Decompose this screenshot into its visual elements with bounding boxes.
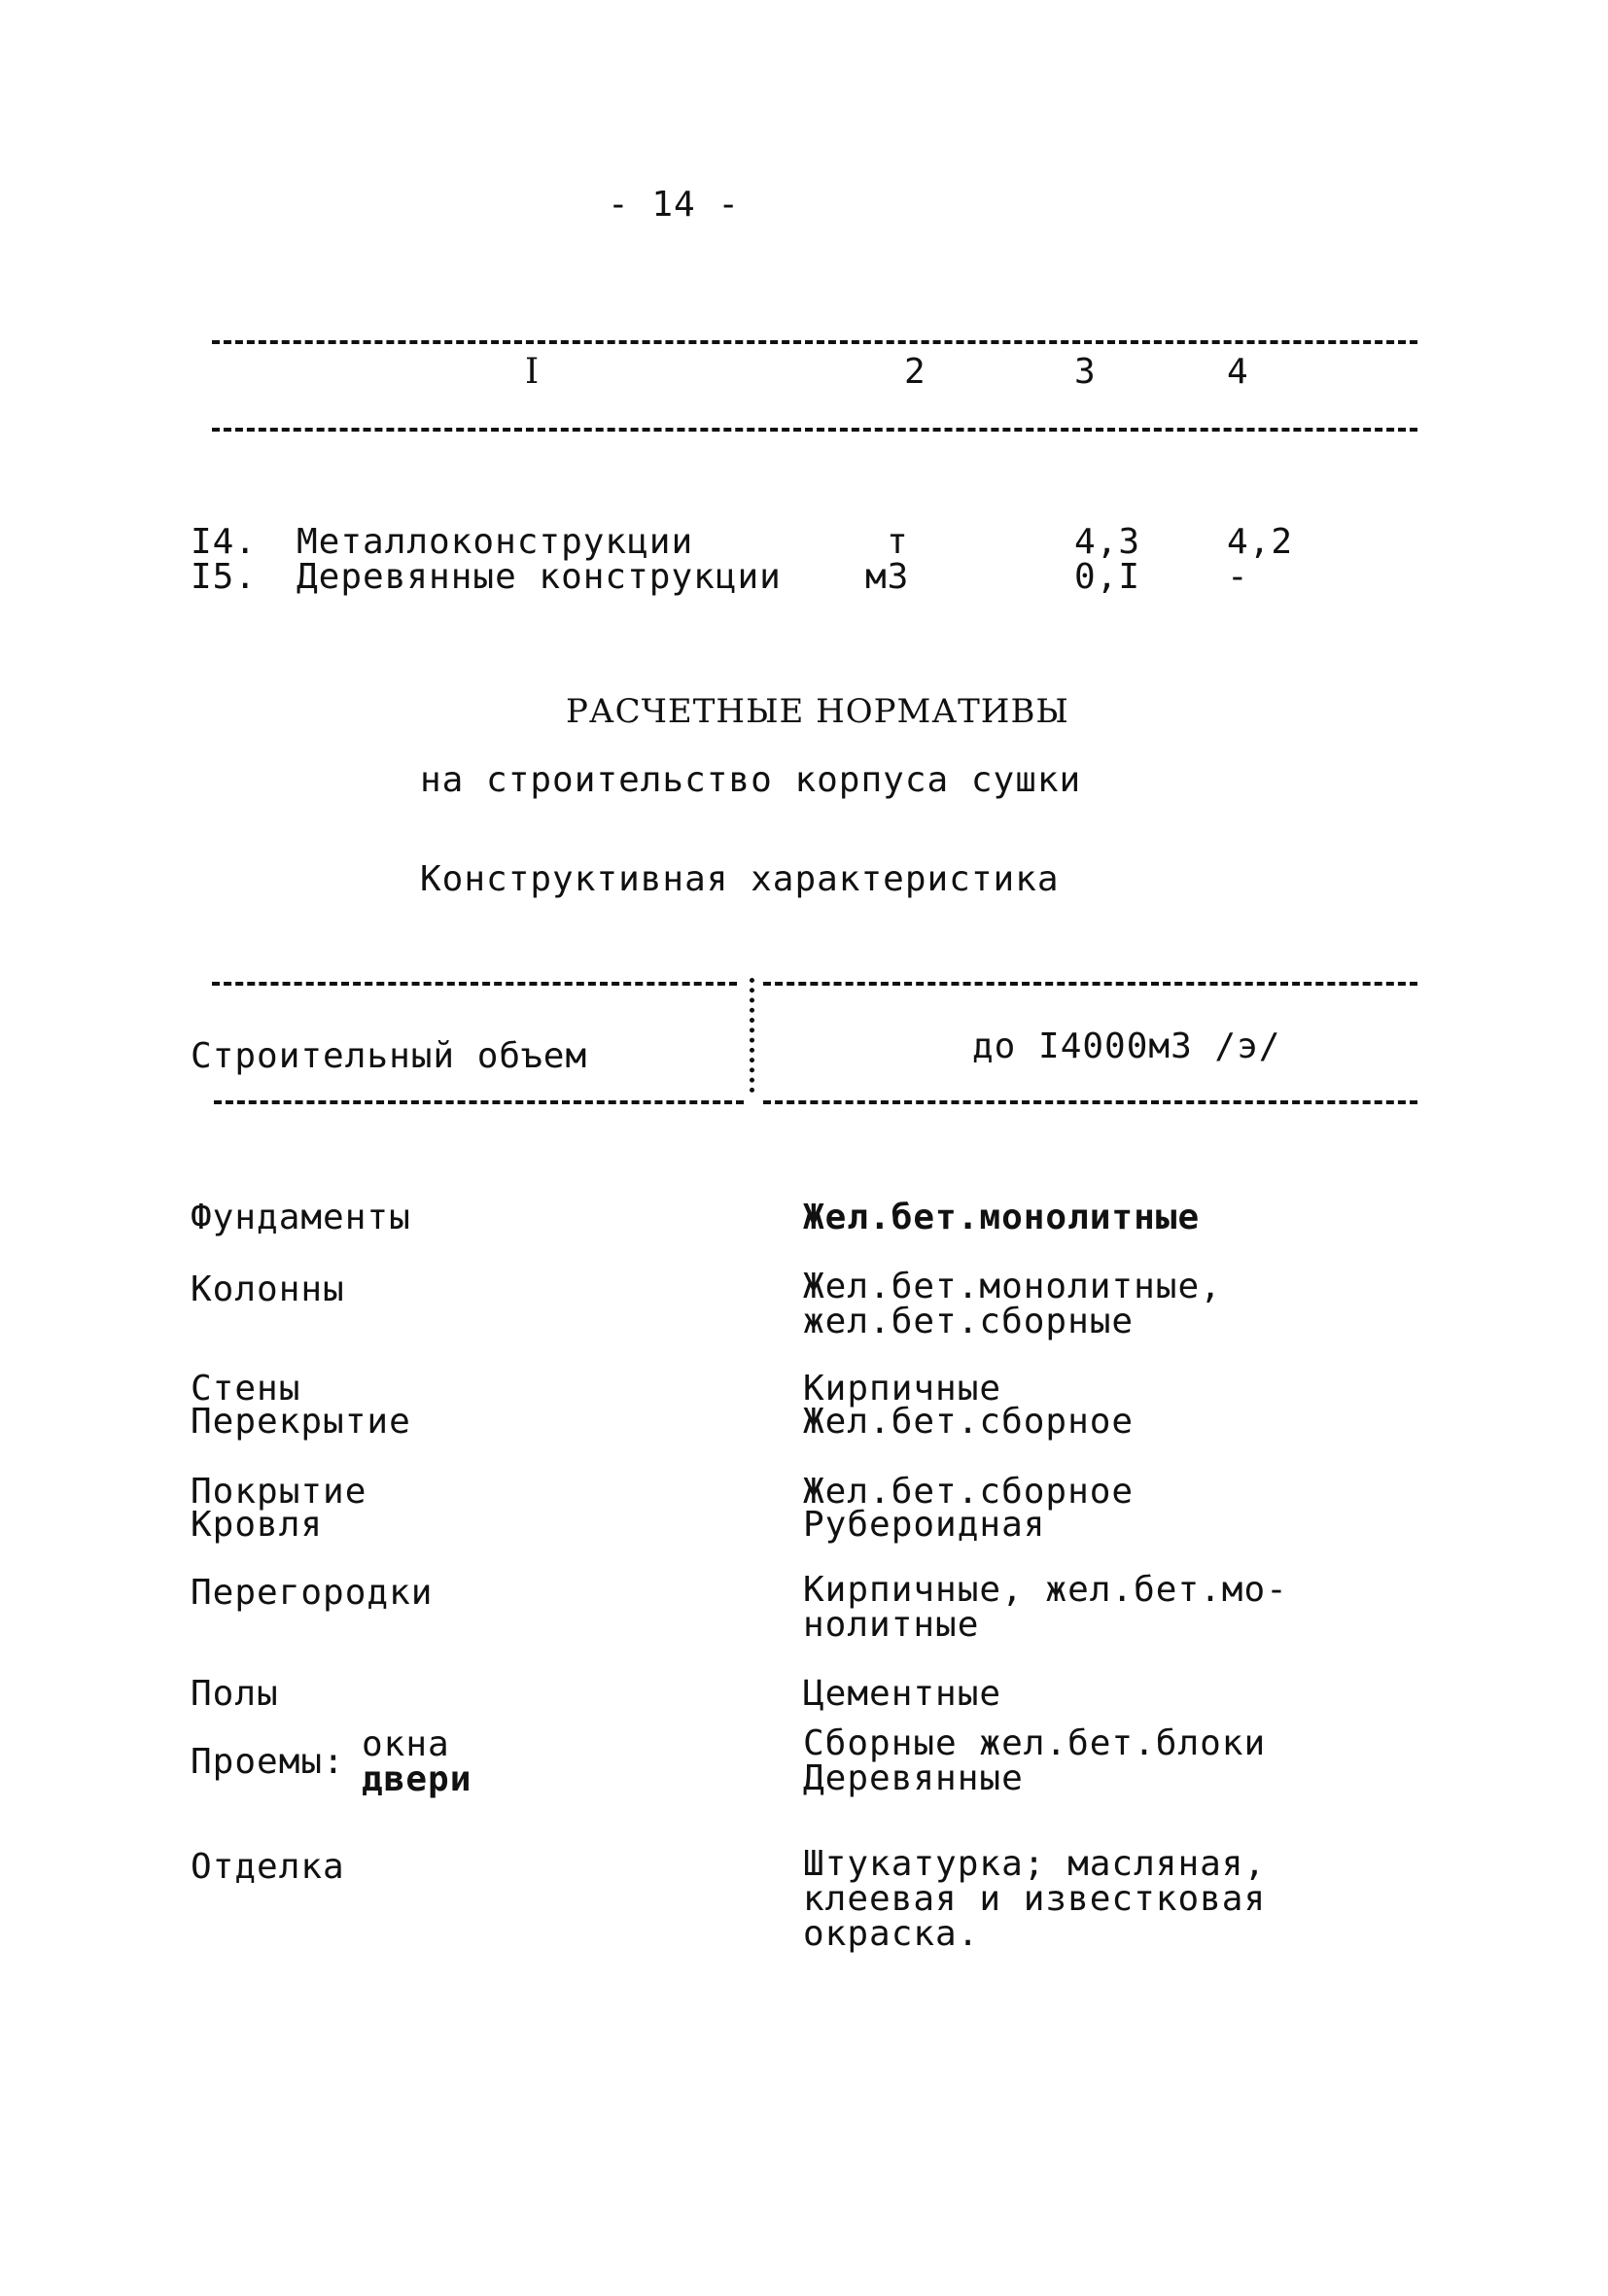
section-subtitle: на строительство корпуса сушки — [420, 760, 1082, 800]
char-label-covering: Покрытие — [191, 1472, 367, 1512]
row-value-4: 4,2 — [1227, 522, 1294, 562]
char-value-foundations: Жел.бет.монолитные — [803, 1198, 1201, 1237]
char-value-line: Кирпичные, жел.бет.мо- — [803, 1570, 1288, 1610]
row-name: Металлоконструкции — [297, 522, 694, 562]
char-value-line: Штукатурка; масляная, — [803, 1844, 1267, 1884]
volume-top-rule-right — [763, 982, 1417, 986]
char-value-columns — [803, 1267, 1222, 1341]
row-value-3: 0,I — [1074, 557, 1141, 597]
section-heading: Конструктивная характеристика — [420, 859, 1060, 899]
char-label-floors: Полы — [191, 1674, 279, 1714]
char-label-floor-slab: Перекрытие — [191, 1402, 411, 1442]
table-header-rule — [212, 428, 1417, 432]
char-label-roofing: Кровля — [191, 1505, 324, 1545]
row-unit: т — [887, 522, 909, 562]
char-value-line: окраска. — [803, 1914, 980, 1954]
char-value-roofing: Рубероидная — [803, 1505, 1046, 1545]
volume-bottom-rule-left — [214, 1100, 744, 1104]
char-value-floor-slab: Жел.бет.сборное — [803, 1402, 1135, 1442]
section-title: РАСЧЕТНЫЕ НОРМАТИВЫ — [566, 692, 1069, 731]
volume-value: до I4000м3 /э/ — [972, 1026, 1281, 1066]
char-value-line: нолитные — [803, 1605, 980, 1645]
row-number: I5. — [191, 557, 258, 597]
char-value-partitions — [803, 1570, 1288, 1645]
char-label-foundations: Фундаменты — [191, 1198, 411, 1237]
char-label-walls: Стены — [191, 1369, 301, 1409]
char-label-columns: Колонны — [191, 1270, 345, 1309]
row-value-3: 4,3 — [1074, 522, 1141, 562]
col-header-2: 2 — [904, 352, 926, 392]
col-header-1: I — [525, 352, 541, 392]
char-value-openings — [803, 1723, 1267, 1798]
row-value-4: - — [1227, 557, 1249, 597]
row-number: I4. — [191, 522, 258, 562]
col-header-4: 4 — [1227, 352, 1249, 392]
volume-top-rule-left — [212, 982, 737, 986]
char-value-walls: Кирпичные — [803, 1369, 1002, 1409]
row-unit: м3 — [865, 557, 910, 597]
volume-divider — [750, 978, 754, 1093]
char-value-covering: Жел.бет.сборное — [803, 1472, 1135, 1512]
char-value-line: Сборные жел.бет.блоки — [803, 1723, 1267, 1763]
char-label-partitions: Перегородки — [191, 1573, 434, 1613]
row-name: Деревянные конструкции — [297, 557, 782, 597]
char-value-line: Жел.бет.монолитные, — [803, 1267, 1222, 1306]
volume-label: Строительный объем — [191, 1036, 588, 1076]
char-value-line: Деревянные — [803, 1758, 1024, 1798]
volume-bottom-rule-right — [763, 1100, 1417, 1104]
page-number: - 14 - — [608, 185, 741, 225]
char-value-floors: Цементные — [803, 1674, 1002, 1714]
char-sublabel-windows: окна — [362, 1724, 450, 1764]
char-label-finishing: Отделка — [191, 1847, 345, 1887]
table-top-rule — [212, 340, 1417, 344]
char-value-line: жел.бет.сборные — [803, 1302, 1135, 1341]
char-value-line: клеевая и известковая — [803, 1879, 1267, 1919]
col-header-3: 3 — [1074, 352, 1097, 392]
char-label-openings: Проемы: — [191, 1742, 345, 1782]
char-sublabel-doors: двери — [362, 1759, 472, 1799]
char-value-finishing — [803, 1844, 1267, 1954]
